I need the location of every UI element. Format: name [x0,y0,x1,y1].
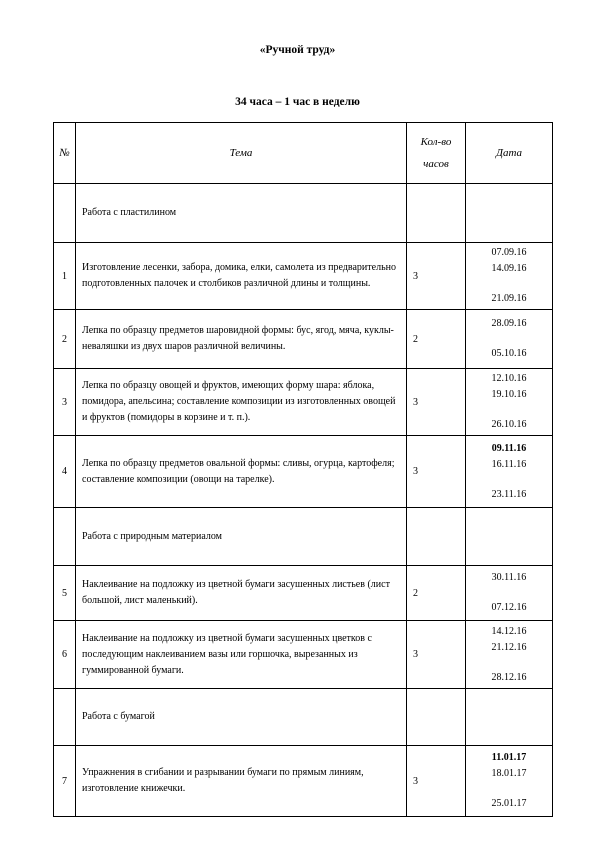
lesson-hours-cell [407,436,466,508]
lesson-topic: Лепка по образцу овощей и фруктов, имеющих форму шара: яблока, помидора, апельсина; составление композиции из изготовленных овощей и фруктов (помидоры в корзине и т. п.). [82,380,396,423]
lesson-dates [466,750,552,812]
table-body [54,184,553,817]
lesson-topic: Лепка по образцу предметов шаровидной формы: бус, ягод, мяча, куклы-неваляшки из двух шаров различной величины. [82,325,394,352]
lesson-hours-cell [407,243,466,310]
lesson-number: 5 [62,587,67,599]
column-header-hours [407,123,466,184]
lesson-topic: Наклеивание на подложку из цветной бумаги засушенных цветков с последующим наклеиванием вазы или горшочка, вырезанных из гуммированной бумаги. [82,632,372,676]
lesson-number-cell [54,436,76,508]
lesson-topic: Наклеивание на подложку из цветной бумаги засушенных листьев (лист большой, лист маленький). [82,579,390,606]
column-header-topic: Тема [76,123,407,184]
table-row [54,621,553,689]
lesson-date: 26.10.16 [491,419,527,430]
lesson-topic-cell [76,566,407,621]
lesson-date: 18.01.17 [491,768,527,779]
lesson-dates [466,624,552,686]
lesson-date: 09.11.16 [491,442,527,454]
lesson-topic-cell [76,746,407,817]
section-hours-cell [407,184,466,243]
lesson-date [466,586,552,600]
table-row [54,436,553,508]
lesson-hours: 3 [413,649,418,660]
lesson-hours: 2 [413,587,418,599]
lesson-number: 1 [62,270,67,282]
lesson-hours: 3 [413,775,418,787]
section-title: Работа с природным материалом [82,530,222,542]
section-title: Работа с бумагой [82,711,155,722]
lesson-dates-cell [466,369,553,436]
lesson-date: 19.10.16 [491,389,527,400]
lesson-date: 16.11.16 [491,458,527,470]
lesson-number-cell [54,746,76,817]
lesson-number: 3 [62,396,67,408]
lesson-date: 21.09.16 [491,293,527,304]
table-header-row [54,123,553,184]
lesson-dates-cell [466,243,553,310]
lesson-date: 28.12.16 [491,671,527,683]
table-row [54,566,553,621]
lesson-topic: Упражнения в сгибании и разрывании бумаги по прямым линиям, изготовление книжечки. [82,767,364,794]
section-row [54,508,553,566]
lesson-hours-cell [407,746,466,817]
lesson-date: 11.01.17 [491,752,527,763]
document-title: «Ручной труд» [259,44,336,56]
lesson-date: 14.12.16 [491,625,527,637]
section-row [54,689,553,746]
lesson-date [466,656,552,670]
table-row [54,243,553,310]
lesson-date: 07.09.16 [491,247,527,258]
column-header-hours-line1: Кол-во [420,136,452,148]
lesson-dates-cell [466,566,553,621]
section-number-cell [54,689,76,746]
section-number-cell [54,184,76,243]
column-header-date: Дата [466,123,553,184]
section-title-cell [76,184,407,243]
lesson-topic: Изготовление лесенки, забора, домика, елки, самолета из предварительно подготовленных палочек и столбиков различной длины и толщины. [82,262,396,289]
column-header-hours-line2: часов [423,158,449,170]
lesson-topic-cell [76,243,407,310]
lesson-date [466,403,552,417]
lesson-number-cell [54,310,76,369]
lesson-date [466,277,552,291]
lesson-date: 23.11.16 [491,488,527,500]
lesson-topic: Лепка по образцу предметов овальной формы: сливы, огурца, картофеля; составление композиции (овощи на тарелке). [82,457,395,485]
lesson-dates [466,371,552,433]
section-title-cell [76,689,407,746]
lesson-hours-cell [407,621,466,689]
lesson-date: 25.01.17 [491,798,527,809]
lesson-hours-cell [407,369,466,436]
lesson-hours: 2 [413,333,418,345]
section-date-cell [466,184,553,243]
lesson-dates [466,441,552,503]
lesson-number-cell [54,566,76,621]
lesson-date: 12.10.16 [491,373,527,384]
section-hours-cell [407,508,466,566]
lesson-date: 05.10.16 [491,348,527,359]
lesson-number: 2 [62,333,67,345]
lesson-number: 7 [62,775,67,787]
lesson-dates-cell [466,436,553,508]
lesson-hours-cell [407,310,466,369]
lesson-date [466,782,552,796]
section-date-cell [466,508,553,566]
lesson-dates [466,316,552,362]
lesson-date: 30.11.16 [491,572,527,583]
lesson-dates-cell [466,621,553,689]
lesson-topic-cell [76,369,407,436]
lesson-hours: 3 [413,396,418,408]
table-row [54,369,553,436]
lesson-plan-table [53,122,553,817]
lesson-number: 6 [62,649,67,660]
lesson-number-cell [54,243,76,310]
section-title-cell [76,508,407,566]
lesson-hours-cell [407,566,466,621]
lesson-topic-cell [76,310,407,369]
lesson-dates-cell [466,746,553,817]
lesson-number-cell [54,621,76,689]
section-row [54,184,553,243]
lesson-date: 28.09.16 [491,318,527,329]
table-row [54,746,553,817]
lesson-date: 07.12.16 [491,602,527,613]
lesson-date: 14.09.16 [491,263,527,274]
section-date-cell [466,689,553,746]
table-row [54,310,553,369]
lesson-hours: 3 [413,466,418,477]
section-title: Работа с пластилином [82,207,177,218]
lesson-topic-cell [76,436,407,508]
document-subtitle: 34 часа – 1 час в неделю [235,96,360,108]
lesson-number-cell [54,369,76,436]
lesson-dates [466,245,552,307]
lesson-date [466,473,552,487]
lesson-dates [466,570,552,616]
lesson-dates-cell [466,310,553,369]
column-header-number: № [54,123,76,184]
lesson-hours: 3 [413,270,418,282]
lesson-date [466,332,552,346]
lesson-number: 4 [62,466,67,477]
section-hours-cell [407,689,466,746]
lesson-topic-cell [76,621,407,689]
section-number-cell [54,508,76,566]
lesson-date: 21.12.16 [491,641,527,653]
